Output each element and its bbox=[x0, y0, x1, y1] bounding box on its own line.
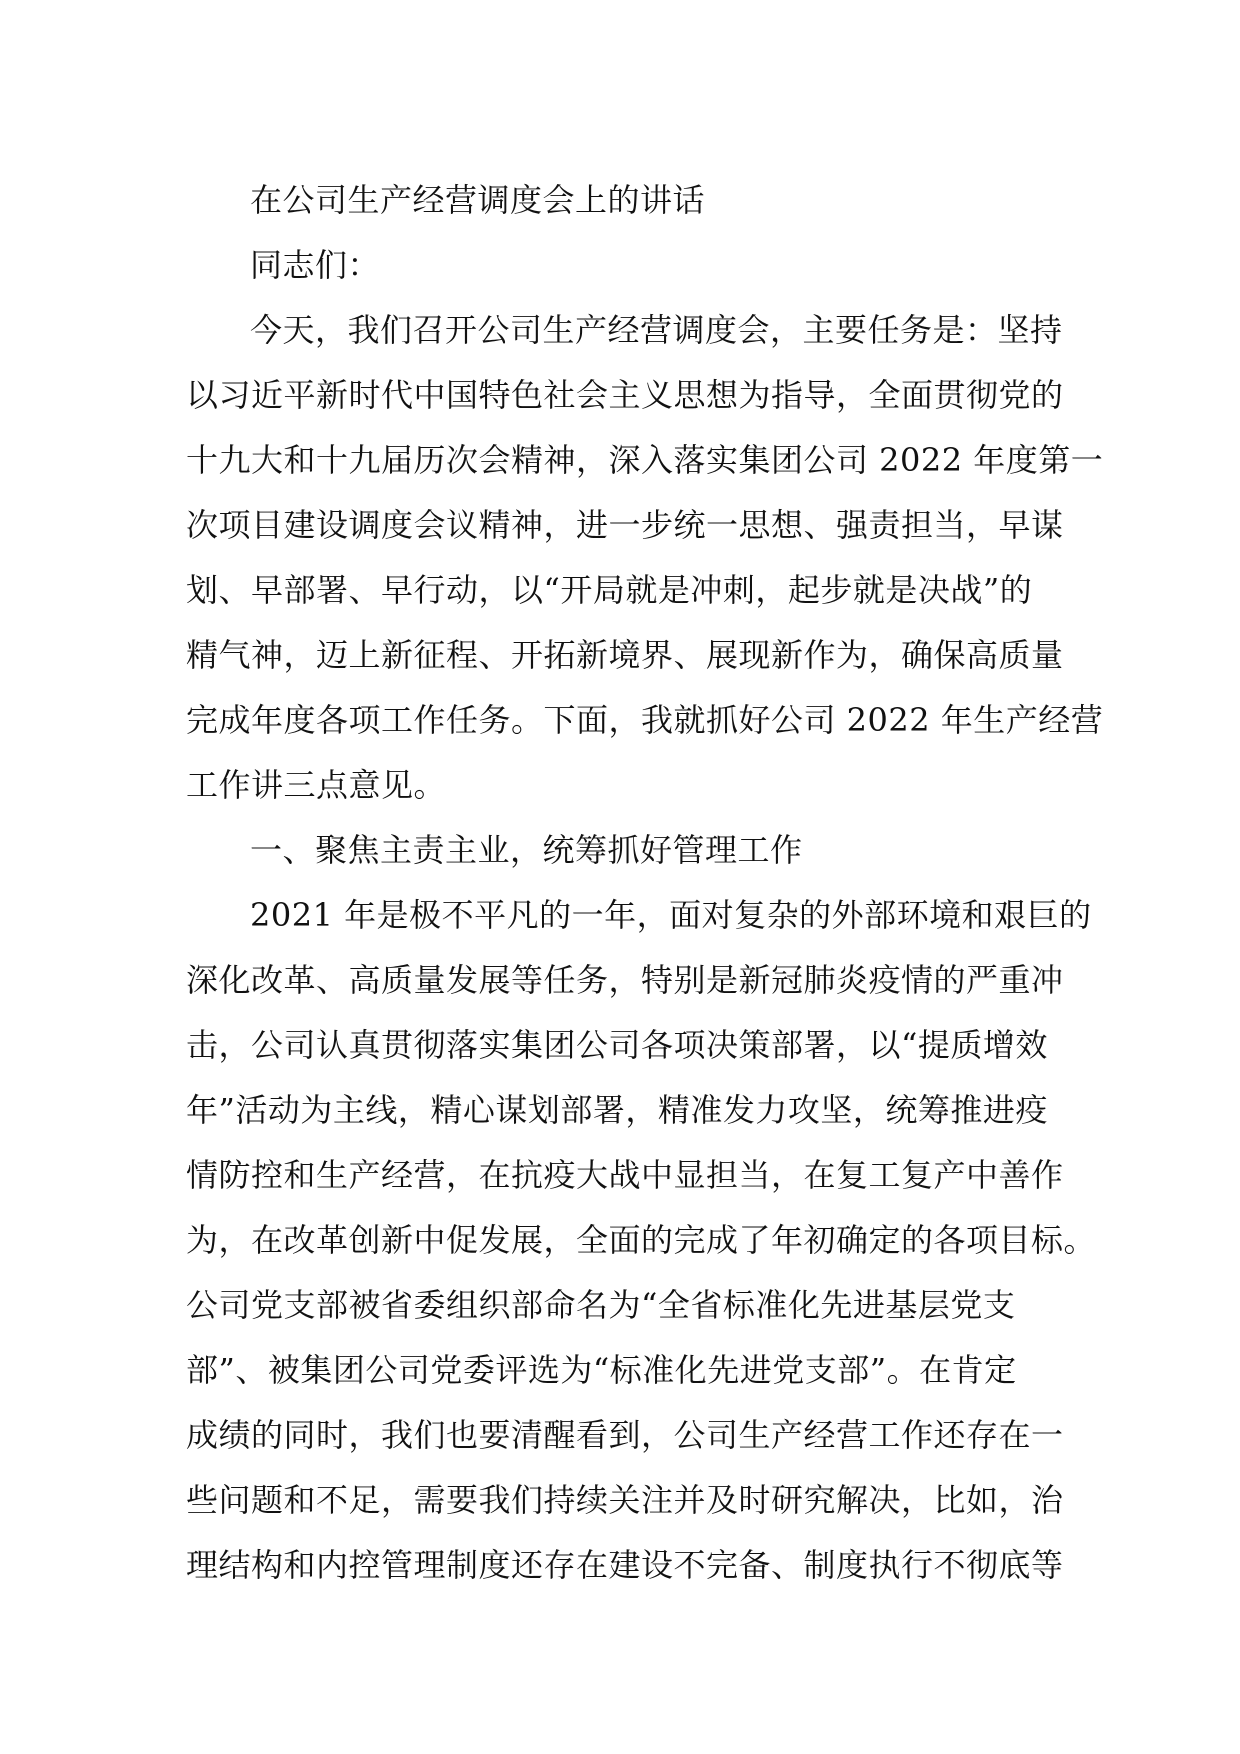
paragraph-line: 部”、被集团公司党委评选为“标准化先进党支部”。在肯定 bbox=[186, 1351, 1017, 1389]
paragraph-line: 深化改革、高质量发展等任务，特别是新冠肺炎疫情的严重冲 bbox=[186, 961, 1064, 999]
paragraph-line: 公司党支部被省委组织部命名为“全省标准化先进基层党支 bbox=[186, 1286, 1016, 1324]
paragraph-line: 今天，我们召开公司生产经营调度会，主要任务是：坚持 bbox=[250, 311, 1063, 349]
paragraph-line: 理结构和内控管理制度还存在建设不完备、制度执行不彻底等 bbox=[186, 1546, 1064, 1584]
paragraph-line: 情防控和生产经营，在抗疫大战中显担当，在复工复产中善作 bbox=[186, 1156, 1064, 1194]
paragraph-line: 年”活动为主线，精心谋划部署，精准发力攻坚，统筹推进疫 bbox=[186, 1091, 1048, 1129]
paragraph-line: 工作讲三点意见。 bbox=[186, 766, 447, 804]
paragraph-line: 以习近平新时代中国特色社会主义思想为指导，全面贯彻党的 bbox=[186, 376, 1064, 414]
paragraph-line: 完成年度各项工作任务。下面，我就抓好公司 2022 年生产经营 bbox=[186, 701, 1104, 739]
salutation: 同志们： bbox=[250, 246, 381, 284]
paragraph-2 bbox=[186, 883, 1097, 1598]
paragraph-line: 为，在改革创新中促发展，全面的完成了年初确定的各项目标。 bbox=[186, 1221, 1097, 1259]
paragraph-1 bbox=[186, 298, 1104, 818]
document-body bbox=[186, 168, 1104, 1598]
paragraph-line: 成绩的同时，我们也要清醒看到，公司生产经营工作还存在一 bbox=[186, 1416, 1064, 1454]
paragraph-line: 划、早部署、早行动，以“开局就是冲刺，起步就是决战”的 bbox=[186, 571, 1033, 609]
paragraph-line: 击，公司认真贯彻落实集团公司各项决策部署，以“提质增效 bbox=[186, 1026, 1048, 1064]
paragraph-line: 2021 年是极不平凡的一年，面对复杂的外部环境和艰巨的 bbox=[250, 896, 1092, 934]
section-heading: 一、聚焦主责主业，统筹抓好管理工作 bbox=[250, 831, 803, 869]
paragraph-line: 精气神，迈上新征程、开拓新境界、展现新作为，确保高质量 bbox=[186, 636, 1064, 674]
paragraph-line: 些问题和不足，需要我们持续关注并及时研究解决，比如，治 bbox=[186, 1481, 1064, 1519]
paragraph-line: 十九大和十九届历次会精神，深入落实集团公司 2022 年度第一 bbox=[186, 441, 1104, 479]
document-title: 在公司生产经营调度会上的讲话 bbox=[250, 181, 706, 219]
paragraph-line: 次项目建设调度会议精神，进一步统一思想、强责担当，早谋 bbox=[186, 506, 1064, 544]
